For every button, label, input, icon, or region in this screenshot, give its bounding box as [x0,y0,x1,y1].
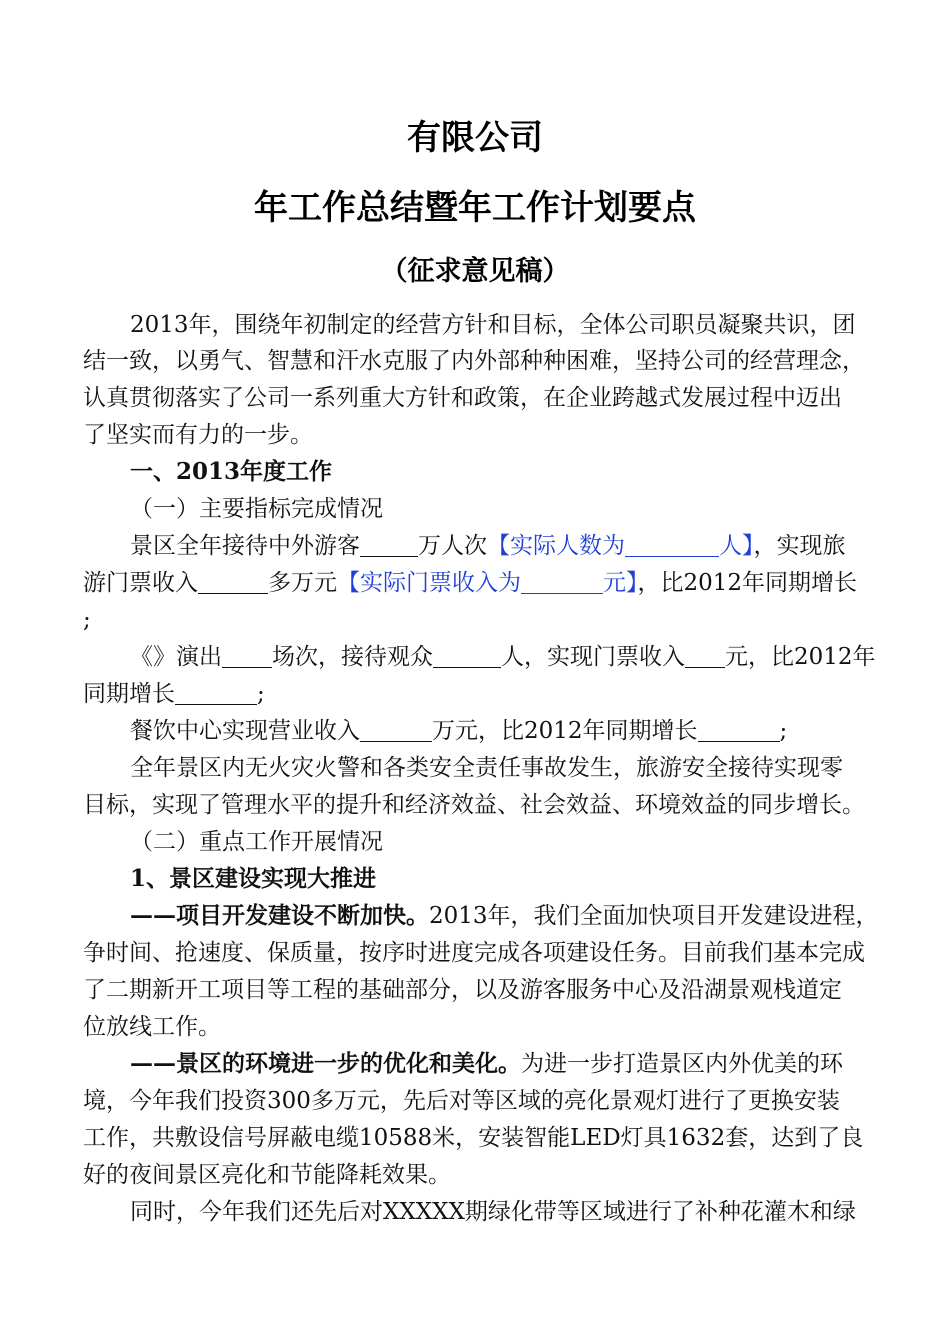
blank-actual-visitors [625,534,719,557]
tourists-line-1: 景区全年接待中外游客 万人次【实际人数为 人】，实现旅 [130,533,846,559]
env-line-2: 境，今年我们投资300多万元，先后对等区域的亮化景观灯进行了更换安装 [83,1088,840,1114]
intro-line-1: 2013年，围绕年初制定的经营方针和目标，全体公司职员凝聚共识，团 [130,312,856,338]
green-line-1: 同时，今年我们还先后对XXXXX期绿化带等区域进行了补种花灌木和绿 [130,1199,856,1225]
blank-dining-revenue [360,719,432,742]
document-subtitle: （征求意见稿） [380,256,570,287]
safety-line-1: 全年景区内无火灾火警和各类安全责任事故发生，旅游安全接待实现零 [130,755,843,781]
intro-line-3: 认真贯彻落实了公司一系列重大方针和政策，在企业跨越式发展过程中迈出 [83,385,842,411]
dev-line-4: 位放线工作。 [83,1014,221,1040]
dev-line-3: 了二期新开工项目等工程的基础部分，以及游客服务中心及沿湖景观栈道定 [83,977,842,1003]
show-line-2: 同期增长 ; [83,681,265,707]
section-heading-2013: 一、2013年度工作 [130,458,333,485]
dev-line-2: 争时间、抢速度、保质量，按序时进度完成各项建设任务。目前我们基本完成 [83,940,865,966]
blank-dining-growth [698,719,780,742]
blank-show-count [222,645,272,668]
safety-line-2: 目标，实现了管理水平的提升和经济效益、社会效益、环境效益的同步增长。 [83,792,865,818]
blank-tourists [360,534,418,557]
env-lead: ——景区的环境进一步的优化和美化。 [130,1050,521,1077]
dining-line: 餐饮中心实现营业收入 万元，比2012年同期增长 ; [130,718,788,744]
company-title: 有限公司 [407,118,543,158]
document-title: 年工作总结暨年工作计划要点 [254,188,696,228]
env-line-1: ——景区的环境进一步的优化和美化。为进一步打造景区内外优美的环 [130,1050,843,1077]
tourists-line-3: ; [83,607,91,633]
intro-line-2: 结一致，以勇气、智慧和汗水克服了内外部种种困难，坚持公司的经营理念， [83,348,865,374]
blank-show-growth [175,682,257,705]
dev-lead: ——项目开发建设不断加快。 [130,902,429,929]
env-line-3: 工作，共敷设信号屏蔽电缆10588米，安装智能LED灯具1632套，达到了良 [83,1125,864,1151]
blank-show-revenue [685,645,725,668]
subsection-heading-key-work: （二）重点工作开展情况 [130,829,383,855]
blank-ticket-revenue [198,571,268,594]
tourists-line-2: 游门票收入 多万元【实际门票收入为 元】，比2012年同期增长 [83,570,858,596]
item-heading-scenic-construction: 1、景区建设实现大推进 [130,865,377,892]
blank-actual-revenue [521,571,603,594]
blank-audience [433,645,501,668]
dev-line-1: ——项目开发建设不断加快。2013年，我们全面加快项目开发建设进程， [130,902,879,929]
intro-line-4: 了坚实而有力的一步。 [83,422,313,448]
env-line-4: 好的夜间景区亮化和节能降耗效果。 [83,1162,451,1188]
show-line-1: 《》演出 场次，接待观众 人，实现门票收入 元，比2012年 [130,644,876,670]
subsection-heading-indicators: （一）主要指标完成情况 [130,496,383,522]
